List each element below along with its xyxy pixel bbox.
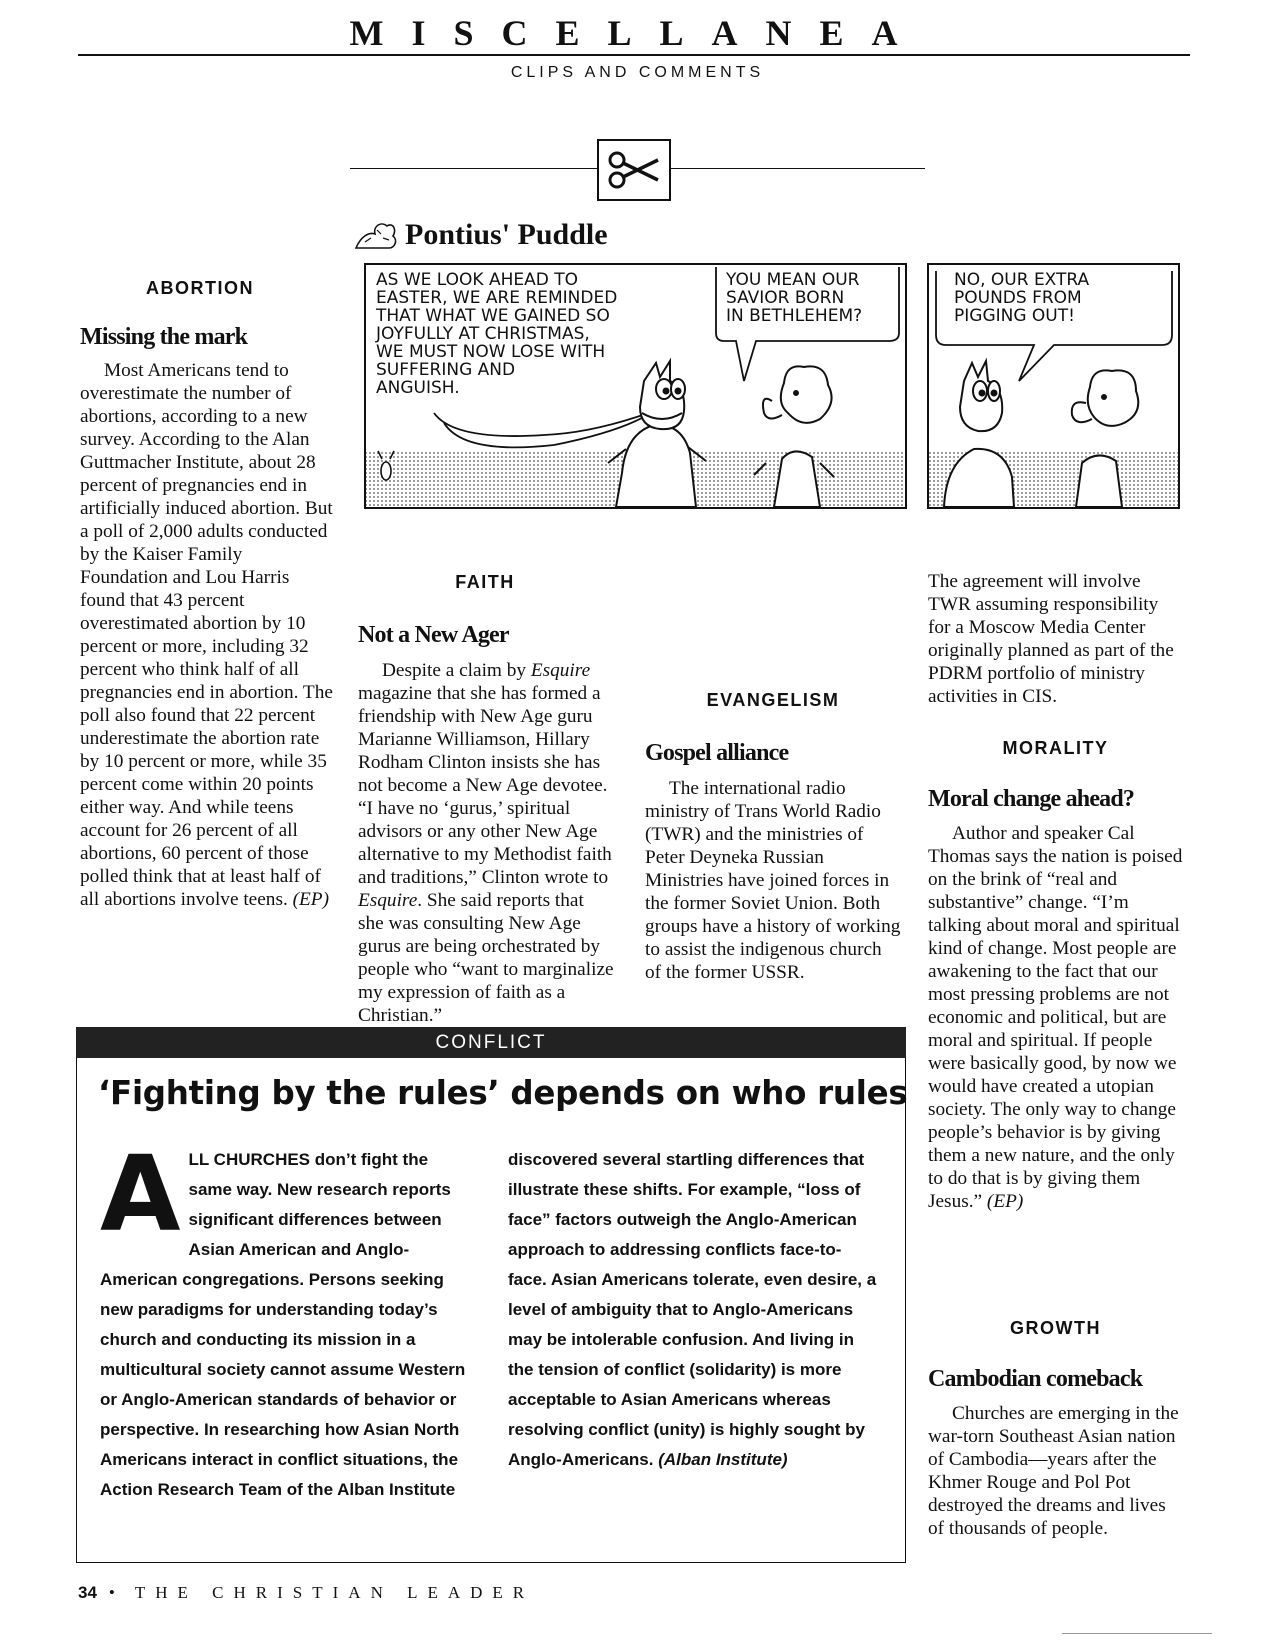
footer-rule xyxy=(1062,1633,1212,1634)
comic-panel2-line: IN BETHLEHEM? xyxy=(726,306,863,326)
abortion-body xyxy=(80,359,334,911)
publication-name: THE CHRISTIAN LEADER xyxy=(134,1583,535,1602)
conflict-col1 xyxy=(100,1133,468,1505)
comic-panel3-line: PIGGING OUT! xyxy=(954,306,1075,326)
morality-headline: Moral change ahead? xyxy=(928,786,1135,812)
comic-panel1-line: THAT WHAT WE GAINED SO xyxy=(376,306,610,326)
faith-body-c: She said reports that she was consulting New Age gurus are being orchestrated by people who “want to marginalize my expression of faith as a Christian.” xyxy=(358,890,614,1026)
evangelism-body-continued: The agreement will involve TWR assuming responsibility for a Moscow Media Center originally planned as part of the PDRM portfolio of ministry activities in CIS. xyxy=(928,571,1174,707)
comic-title-text: Pontius' Puddle xyxy=(405,218,608,251)
comic-panel1-line: WE MUST NOW LOSE WITH xyxy=(376,342,606,362)
page-number: 34 xyxy=(78,1583,97,1602)
comic-panel2-line: SAVIOR BORN xyxy=(726,288,845,308)
growth-kicker: GROWTH xyxy=(1010,1318,1101,1338)
faith-kicker: FAITH xyxy=(455,572,515,592)
comic-title xyxy=(353,218,608,252)
faith-body-a: Despite a claim by xyxy=(382,660,527,681)
section-title: MISCELLANEA xyxy=(349,13,926,53)
page-footer xyxy=(78,1583,534,1603)
scissors-icon xyxy=(597,139,671,201)
footer-separator: • xyxy=(108,1583,115,1602)
conflict-col2 xyxy=(508,1145,880,1475)
evangelism-body xyxy=(645,777,901,984)
comic-strip xyxy=(364,263,1180,511)
faith-body: Despite a claim by Esquire magazine that she has formed a friendship with New Age guru Marianne Williamson, Hillary Rodham Clinton insists she has not become a New Age devotee. “I have no ‘gurus,’ spiritual advisors or any other New Age alternative to my Methodist faith and traditions,” Clinton wrote to Esquire. She said reports that she was consulting New Age gurus are being orchestrated by people who “want to marginalize my expression of faith as a Christian.” xyxy=(358,660,614,1026)
faith-body-b: magazine that she has formed a friendship with New Age guru Marianne Williamson, Hillary Rodham Clinton insists she has not become a New Age devotee. “I have no ‘gurus,’ spiritual advisors or any other New Age alternative to my Methodist faith and traditions,” Clinton wrote to xyxy=(358,683,612,888)
faith-headline: Not a New Ager xyxy=(358,622,509,648)
faith-magazine: Esquire xyxy=(530,660,591,681)
comic-panel1-line: AS WE LOOK AHEAD TO xyxy=(376,270,578,290)
comic-panel2-line: YOU MEAN OUR xyxy=(726,270,860,290)
faith-magazine-2: Esquire xyxy=(358,890,418,911)
abortion-headline: Missing the mark xyxy=(80,324,248,350)
section-subtitle: CLIPS AND COMMENTS xyxy=(510,64,765,81)
morality-body xyxy=(928,822,1186,1213)
masthead-rule xyxy=(78,54,1190,56)
conflict-col1-text: LL CHURCHES don’t fight the same way. New research reports significant differences between Asian American and Anglo-American congregations. Persons seeking new paradigms for understanding today’s church and conducting its mission in a multicultural society cannot assume Western or Anglo-American standards of behavior or perspective. In researching how Asian North Americans interact in conflict situations, the Action Research Team of the Alban Institute xyxy=(100,1150,466,1499)
divider-line-right xyxy=(667,168,925,169)
evangelism-body-a: The international radio ministry of Trans World Radio (TWR) and the ministries of Peter Deyneka Russian Ministries have joined forces in the former Soviet Union. Both groups have a history of working to assist the indigenous church of the former USSR. xyxy=(645,778,901,983)
evangelism-headline: Gospel alliance xyxy=(645,740,789,766)
morality-body-text: Author and speaker Cal Thomas says the nation is poised on the brink of “real and substantive” change. “I’m talking about moral and spiritual kind of change. Most people are awakening to the fact that our most pressing problems are not economic and political, but are moral and spiritual. If people were basically good, by now we would have created a utopian society. The only way to change people’s behavior is by giving them a new nature, and the only to do that is by giving them Jesus.” xyxy=(928,823,1183,1212)
morality-kicker: MORALITY xyxy=(1002,738,1109,758)
growth-headline: Cambodian comeback xyxy=(928,1366,1143,1392)
comic-panel1-line: JOYFULLY AT CHRISTMAS, xyxy=(376,324,590,344)
comic-panel1-line: SUFFERING AND xyxy=(376,360,516,380)
growth-body-text: Churches are emerging in the war-torn Southeast Asian nation of Cambodia—years after the Khmer Rouge and Pol Pot destroyed the dreams and lives of thousands of people. xyxy=(928,1403,1179,1539)
abortion-credit: (EP) xyxy=(292,889,329,910)
evangelism-kicker: EVANGELISM xyxy=(706,690,840,710)
faith-continued xyxy=(645,570,901,593)
growth-body xyxy=(928,1402,1186,1540)
comic-panel1-line: ANGUISH. xyxy=(376,378,460,398)
abortion-body-text: Most Americans tend to overestimate the number of abortions, according to a new survey. According to the Alan Guttmacher Institute, about 28 percent of pregnancies end in artificially induced abortion. But a poll of 2,000 adults conducted by the Kaiser Family Foundation and Lou Harris found that 43 percent overestimated abortion by 10 percent or more, including 32 percent who think half of all pregnancies end in abortion. The poll also found that 22 percent underestimate the abortion rate by 10 percent or more, while 35 percent come within 20 points either way. And while teens account for 26 percent of all abortions, 60 percent of those polled think that at least half of all abortions involve teens. xyxy=(80,360,333,910)
comic-panel3-line: NO, OUR EXTRA xyxy=(954,270,1090,290)
comic-panel3-line: POUNDS FROM xyxy=(954,288,1082,308)
conflict-kicker: CONFLICT xyxy=(76,1027,906,1058)
conflict-credit: (Alban Institute) xyxy=(658,1450,788,1469)
dropcap: A xyxy=(100,1133,181,1255)
morality-credit: (EP) xyxy=(986,1191,1024,1212)
abortion-kicker: ABORTION xyxy=(146,278,254,298)
comic-panel1-line: EASTER, WE ARE REMINDED xyxy=(376,288,618,308)
conflict-headline: ‘Fighting by the rules’ depends on who rules xyxy=(98,1074,908,1112)
puddle-logo-icon xyxy=(353,218,399,252)
divider-line-left xyxy=(350,168,597,169)
conflict-col2-text: discovered several startling differences that illustrate these shifts. For example, “loss of face” factors outweigh the Anglo-American approach to addressing conflicts face-to-face. Asian Americans tolerate, even desire, a level of ambiguity that to Anglo-Americans may be intolerable confusion. And living in the tension of conflict (solidarity) is more acceptable to Asian Americans whereas resolving conflict (unity) is highly sought by Anglo-Americans. xyxy=(508,1150,877,1469)
